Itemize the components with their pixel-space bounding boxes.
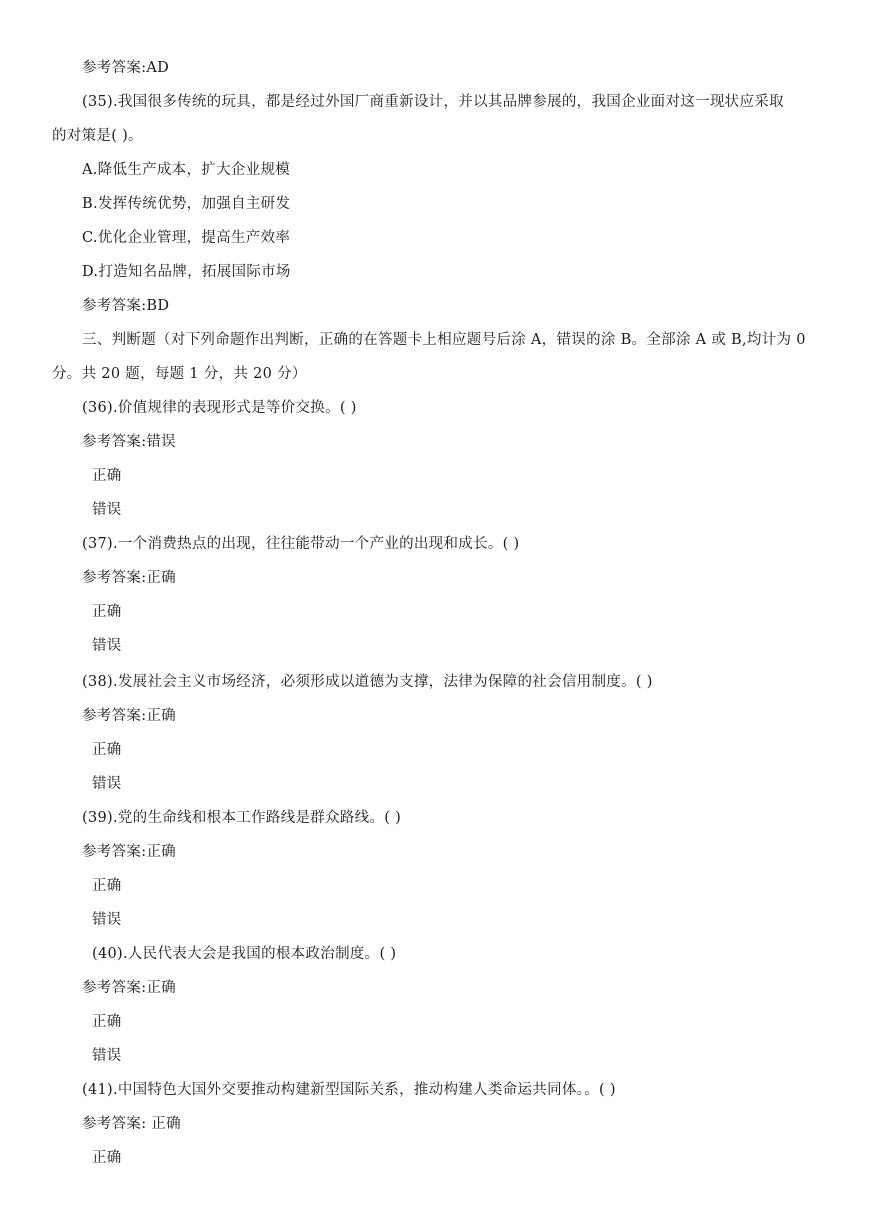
option-true-q36: 正确 xyxy=(92,468,122,484)
option-false-q36: 错误 xyxy=(92,502,122,518)
option-a: A.降低生产成本，扩大企业规模 xyxy=(82,162,291,178)
answer-q36: 参考答案:错误 xyxy=(82,434,176,450)
section-heading-line2: 分。共 20 题，每题 1 分，共 20 分） xyxy=(52,366,307,382)
answer-q34: 参考答案:AD xyxy=(82,60,170,76)
option-true-q40: 正确 xyxy=(92,1014,122,1030)
option-true-q38: 正确 xyxy=(92,742,122,758)
answer-q41: 参考答案: 正确 xyxy=(82,1116,181,1132)
answer-q38: 参考答案:正确 xyxy=(82,708,176,724)
option-b: B.发挥传统优势，加强自主研发 xyxy=(82,196,291,212)
section-heading-line1: 三、判断题（对下列命题作出判断，正确的在答题卡上相应题号后涂 A，错误的涂 B。全部涂 A 或 B,均计为 0 xyxy=(82,332,806,348)
question-39: (39).党的生命线和根本工作路线是群众路线。( ) xyxy=(82,810,402,826)
answer-q35: 参考答案:BD xyxy=(82,298,170,314)
option-d: D.打造知名品牌，拓展国际市场 xyxy=(82,264,291,280)
question-37: (37).一个消费热点的出现，往往能带动一个产业的出现和成长。( ) xyxy=(82,536,520,552)
question-35-line2: 的对策是( )。 xyxy=(52,128,143,144)
answer-q37: 参考答案:正确 xyxy=(82,570,176,586)
answer-q40: 参考答案:正确 xyxy=(82,980,176,996)
question-41: (41).中国特色大国外交要推动构建新型国际关系，推动构建人类命运共同体。。( ) xyxy=(82,1082,616,1098)
question-40: (40).人民代表大会是我国的根本政治制度。( ) xyxy=(92,946,397,962)
option-true-q39: 正确 xyxy=(92,878,122,894)
option-true-q37: 正确 xyxy=(92,604,122,620)
question-35-line1: (35).我国很多传统的玩具，都是经过外国厂商重新设计，并以其品牌参展的，我国企业面对这一现状应采取 xyxy=(82,94,784,110)
option-true-q41: 正确 xyxy=(92,1150,122,1166)
option-false-q40: 错误 xyxy=(92,1048,122,1064)
option-false-q37: 错误 xyxy=(92,638,122,654)
answer-q39: 参考答案:正确 xyxy=(82,844,176,860)
option-c: C.优化企业管理，提高生产效率 xyxy=(82,230,291,246)
question-36: (36).价值规律的表现形式是等价交换。( ) xyxy=(82,400,357,416)
question-38: (38).发展社会主义市场经济，必须形成以道德为支撑，法律为保障的社会信用制度。( ) xyxy=(82,674,653,690)
option-false-q38: 错误 xyxy=(92,776,122,792)
option-false-q39: 错误 xyxy=(92,912,122,928)
